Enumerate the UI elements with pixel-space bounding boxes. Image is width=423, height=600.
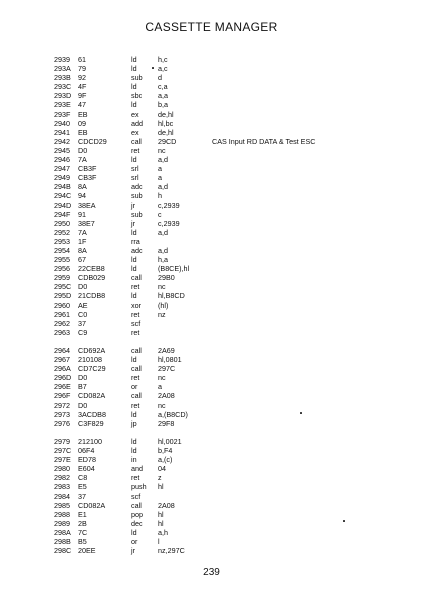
mnemonic-cell: sub [131, 73, 143, 83]
mnemonic-cell: call [131, 364, 142, 374]
operand-cell: 297C [158, 364, 176, 374]
opcode-bytes-cell: B5 [78, 536, 87, 546]
opcode-bytes-cell: 92 [78, 73, 86, 83]
opcode-bytes-cell: 91 [78, 209, 86, 219]
operand-cell: hl,bc [158, 118, 174, 128]
listing-row [0, 82, 423, 91]
operand-cell: a,d [158, 227, 168, 237]
opcode-bytes-cell: CD692A [78, 346, 106, 355]
listing-row [0, 73, 423, 82]
listing-row [0, 228, 423, 237]
address-cell: 2960 [54, 300, 70, 310]
operand-cell: hl,B8CD [158, 291, 185, 301]
listing-row [0, 482, 423, 491]
mnemonic-cell: push [131, 482, 147, 492]
opcode-bytes-cell: 8A [78, 245, 87, 255]
address-cell: 2989 [54, 518, 70, 528]
address-cell: 293B [54, 73, 71, 83]
opcode-bytes-cell: D0 [78, 282, 88, 292]
listing-row [0, 328, 423, 337]
opcode-bytes-cell: B7 [78, 382, 87, 392]
opcode-bytes-cell: 212100 [78, 436, 102, 446]
operand-cell: c [158, 209, 162, 219]
address-cell: 298B [54, 536, 71, 546]
operand-cell: hl [158, 509, 164, 519]
operand-cell: a,a [158, 91, 168, 101]
opcode-bytes-cell: 47 [78, 100, 86, 110]
address-cell: 2946 [54, 155, 70, 165]
opcode-bytes-cell: D0 [78, 373, 88, 383]
address-cell: 293F [54, 109, 71, 119]
operand-cell: a,d [158, 182, 168, 192]
mnemonic-cell: sub [131, 191, 143, 201]
mnemonic-cell: rra [131, 236, 140, 246]
operand-cell: 29B0 [158, 273, 175, 283]
listing-row [0, 273, 423, 282]
operand-cell: de,hl [158, 109, 174, 119]
operand-cell: b,a [158, 100, 168, 110]
page-title: CASSETTE MANAGER [145, 20, 278, 34]
listing-row [0, 355, 423, 364]
listing-row [0, 146, 423, 155]
opcode-bytes-cell: 210108 [78, 355, 102, 365]
opcode-bytes-cell: 7A [78, 155, 87, 165]
opcode-bytes-cell: 7C [78, 527, 88, 537]
mnemonic-cell: ld [131, 55, 137, 64]
opcode-bytes-cell: 2B [78, 518, 87, 528]
mnemonic-cell: add [131, 118, 143, 128]
listing-row [0, 528, 423, 537]
opcode-bytes-cell: 38EA [78, 200, 96, 210]
operand-cell: a,(B8CD) [158, 409, 188, 419]
operand-cell: c,2939 [158, 218, 180, 228]
listing-row [0, 100, 423, 109]
mnemonic-cell: scf [131, 491, 141, 501]
mnemonic-cell: ex [131, 127, 139, 137]
page-number: 239 [203, 567, 220, 578]
address-cell: 2964 [54, 346, 70, 355]
address-cell: 2979 [54, 436, 70, 446]
listing-row [0, 446, 423, 455]
opcode-bytes-cell: 22CEB8 [78, 264, 105, 274]
listing-row [0, 319, 423, 328]
opcode-bytes-cell: CDB029 [78, 273, 106, 283]
listing-row [0, 537, 423, 546]
scan-speck [300, 412, 302, 414]
listing-row [0, 219, 423, 228]
address-cell: 2967 [54, 355, 70, 365]
mnemonic-cell: ld [131, 255, 137, 265]
listing-row [0, 173, 423, 182]
mnemonic-cell: adc [131, 182, 143, 192]
address-cell: 298A [54, 527, 71, 537]
address-cell: 294C [54, 191, 72, 201]
listing-row [0, 64, 423, 73]
address-cell: 294D [54, 200, 72, 210]
operand-cell: 2A69 [158, 346, 175, 355]
listing-row [0, 391, 423, 400]
mnemonic-cell: call [131, 273, 142, 283]
address-cell: 2976 [54, 418, 70, 428]
address-cell: 2985 [54, 500, 70, 510]
opcode-bytes-cell: EB [78, 109, 88, 119]
address-cell: 2956 [54, 264, 70, 274]
address-cell: 2983 [54, 482, 70, 492]
listing-row [0, 501, 423, 510]
opcode-bytes-cell: 06F4 [78, 446, 95, 456]
operand-cell: nc [158, 145, 166, 155]
listing-row [0, 210, 423, 219]
mnemonic-cell: or [131, 536, 138, 546]
listing-row [0, 455, 423, 464]
mnemonic-cell: ld [131, 291, 137, 301]
address-cell: 2942 [54, 136, 70, 146]
address-cell: 2980 [54, 464, 70, 474]
mnemonic-cell: ld [131, 409, 137, 419]
listing-row [0, 546, 423, 555]
listing-row [0, 382, 423, 391]
address-cell: 293E [54, 100, 71, 110]
opcode-bytes-cell: D0 [78, 145, 88, 155]
listing-row [0, 291, 423, 300]
opcode-bytes-cell: 37 [78, 491, 86, 501]
operand-cell: nc [158, 282, 166, 292]
mnemonic-cell: ld [131, 227, 137, 237]
listing-row [0, 255, 423, 264]
operand-cell: c,2939 [158, 200, 180, 210]
address-cell: 2953 [54, 236, 70, 246]
operand-cell: h [158, 191, 162, 201]
mnemonic-cell: jr [131, 200, 135, 210]
mnemonic-cell: ret [131, 282, 140, 292]
operand-cell: 2A08 [158, 500, 175, 510]
address-cell: 2940 [54, 118, 70, 128]
address-cell: 296A [54, 364, 71, 374]
listing-row [0, 55, 423, 64]
opcode-bytes-cell: 9F [78, 91, 87, 101]
mnemonic-cell: ret [131, 309, 140, 319]
mnemonic-cell: and [131, 464, 143, 474]
listing-row [0, 519, 423, 528]
address-cell: 294B [54, 182, 71, 192]
operand-cell: b,F4 [158, 446, 173, 456]
address-cell: 2988 [54, 509, 70, 519]
opcode-bytes-cell: 38E7 [78, 218, 95, 228]
mnemonic-cell: jr [131, 218, 135, 228]
listing-row [0, 301, 423, 310]
operand-cell: (hl) [158, 300, 169, 310]
opcode-bytes-cell: 67 [78, 255, 86, 265]
opcode-bytes-cell: D0 [78, 400, 88, 410]
mnemonic-cell: call [131, 391, 142, 401]
operand-cell: nz [158, 309, 166, 319]
address-cell: 296E [54, 382, 71, 392]
opcode-bytes-cell: C0 [78, 309, 88, 319]
opcode-bytes-cell: E1 [78, 509, 87, 519]
operand-cell: hl [158, 518, 164, 528]
mnemonic-cell: call [131, 500, 142, 510]
listing-row [0, 373, 423, 382]
operand-cell: 2A08 [158, 391, 175, 401]
opcode-bytes-cell: AE [78, 300, 88, 310]
listing-row [0, 155, 423, 164]
listing-row [0, 237, 423, 246]
operand-cell: l [158, 536, 160, 546]
mnemonic-cell: call [131, 346, 142, 355]
mnemonic-cell: xor [131, 300, 141, 310]
opcode-bytes-cell: CD082A [78, 500, 106, 510]
address-cell: 296F [54, 391, 71, 401]
comment-cell: CAS Input RD DATA & Test ESC [212, 136, 316, 146]
address-cell: 2972 [54, 400, 70, 410]
mnemonic-cell: pop [131, 509, 143, 519]
opcode-bytes-cell: 7A [78, 227, 87, 237]
listing-row [0, 364, 423, 373]
mnemonic-cell: ld [131, 264, 137, 274]
opcode-bytes-cell: 21CDB8 [78, 291, 106, 301]
mnemonic-cell: ld [131, 355, 137, 365]
address-cell: 293A [54, 64, 71, 74]
address-cell: 2939 [54, 55, 70, 64]
listing-row [0, 91, 423, 100]
opcode-bytes-cell: 09 [78, 118, 86, 128]
mnemonic-cell: sbc [131, 91, 143, 101]
address-cell: 2961 [54, 309, 70, 319]
opcode-bytes-cell: 94 [78, 191, 86, 201]
opcode-bytes-cell: C3F829 [78, 418, 104, 428]
opcode-bytes-cell: E5 [78, 482, 87, 492]
opcode-bytes-cell: CB3F [78, 164, 97, 174]
mnemonic-cell: ld [131, 100, 137, 110]
operand-cell: a [158, 382, 162, 392]
address-cell: 2947 [54, 164, 70, 174]
mnemonic-cell: srl [131, 173, 139, 183]
operand-cell: nc [158, 373, 166, 383]
opcode-bytes-cell: CD082A [78, 391, 106, 401]
mnemonic-cell: jr [131, 546, 135, 556]
address-cell: 293D [54, 91, 72, 101]
opcode-bytes-cell: 61 [78, 55, 86, 64]
operand-cell: hl,0021 [158, 436, 182, 446]
opcode-bytes-cell: CD7C29 [78, 364, 106, 374]
mnemonic-cell: ld [131, 64, 137, 74]
mnemonic-cell: jp [131, 418, 137, 428]
listing-row [0, 473, 423, 482]
listing-row [0, 310, 423, 319]
listing-row [0, 137, 423, 146]
listing-row [0, 128, 423, 137]
mnemonic-cell: scf [131, 318, 141, 328]
operand-cell: hl,0801 [158, 355, 182, 365]
mnemonic-cell: ret [131, 473, 140, 483]
operand-cell: 29CD [158, 136, 177, 146]
opcode-bytes-cell: C9 [78, 327, 88, 337]
operand-cell: a,(c) [158, 455, 173, 465]
address-cell: 2959 [54, 273, 70, 283]
address-cell: 2962 [54, 318, 70, 328]
operand-cell: a,d [158, 245, 168, 255]
listing-row [0, 510, 423, 519]
opcode-bytes-cell: CB3F [78, 173, 97, 183]
mnemonic-cell: ret [131, 145, 140, 155]
operand-cell: c,a [158, 82, 168, 92]
operand-cell: a,h [158, 527, 168, 537]
address-cell: 297C [54, 446, 72, 456]
operand-cell: d [158, 73, 162, 83]
opcode-bytes-cell: 1F [78, 236, 87, 246]
operand-cell: h,a [158, 255, 168, 265]
opcode-bytes-cell: 4F [78, 82, 87, 92]
mnemonic-cell: adc [131, 245, 143, 255]
listing-row [0, 264, 423, 273]
listing-row [0, 410, 423, 419]
operand-cell: 04 [158, 464, 166, 474]
address-cell: 2963 [54, 327, 70, 337]
opcode-bytes-cell: 8A [78, 182, 87, 192]
address-cell: 2954 [54, 245, 70, 255]
mnemonic-cell: srl [131, 164, 139, 174]
listing-row [0, 282, 423, 291]
opcode-bytes-cell: 20EE [78, 546, 96, 556]
mnemonic-cell: ld [131, 436, 137, 446]
address-cell: 2955 [54, 255, 70, 265]
mnemonic-cell: ret [131, 373, 140, 383]
address-cell: 293C [54, 82, 72, 92]
opcode-bytes-cell: ED78 [78, 455, 96, 465]
mnemonic-cell: ld [131, 446, 137, 456]
mnemonic-cell: ld [131, 82, 137, 92]
address-cell: 2973 [54, 409, 70, 419]
mnemonic-cell: sub [131, 209, 143, 219]
listing-row [0, 437, 423, 446]
opcode-bytes-cell: 3ACDB8 [78, 409, 106, 419]
scan-speck [152, 67, 154, 69]
address-cell: 298C [54, 546, 72, 556]
listing-row [0, 346, 423, 355]
operand-cell: nz,297C [158, 546, 185, 556]
disassembly-listing [0, 55, 423, 555]
listing-row [0, 201, 423, 210]
address-cell: 2941 [54, 127, 70, 137]
mnemonic-cell: ret [131, 327, 140, 337]
operand-cell: (B8CE),hl [158, 264, 190, 274]
mnemonic-cell: call [131, 136, 142, 146]
address-cell: 296D [54, 373, 72, 383]
mnemonic-cell: or [131, 382, 138, 392]
mnemonic-cell: ld [131, 527, 137, 537]
scan-speck [343, 520, 345, 522]
address-cell: 297E [54, 455, 71, 465]
block-gap [0, 337, 423, 346]
mnemonic-cell: ex [131, 109, 139, 119]
mnemonic-cell: dec [131, 518, 143, 528]
address-cell: 2952 [54, 227, 70, 237]
opcode-bytes-cell: C8 [78, 473, 88, 483]
listing-row [0, 119, 423, 128]
listing-row [0, 246, 423, 255]
address-cell: 2945 [54, 145, 70, 155]
address-cell: 295C [54, 282, 72, 292]
operand-cell: a [158, 164, 162, 174]
opcode-bytes-cell: CDCD29 [78, 136, 107, 146]
address-cell: 2984 [54, 491, 70, 501]
opcode-bytes-cell: E604 [78, 464, 95, 474]
address-cell: 294F [54, 209, 71, 219]
operand-cell: a,d [158, 155, 168, 165]
address-cell: 2949 [54, 173, 70, 183]
address-cell: 295D [54, 291, 72, 301]
operand-cell: hl [158, 482, 164, 492]
listing-row [0, 464, 423, 473]
opcode-bytes-cell: 79 [78, 64, 86, 74]
listing-row [0, 110, 423, 119]
opcode-bytes-cell: 37 [78, 318, 86, 328]
operand-cell: 29F8 [158, 418, 175, 428]
listing-row [0, 419, 423, 428]
mnemonic-cell: in [131, 455, 137, 465]
operand-cell: de,hl [158, 127, 174, 137]
address-cell: 2982 [54, 473, 70, 483]
opcode-bytes-cell: EB [78, 127, 88, 137]
listing-row [0, 182, 423, 191]
operand-cell: a,c [158, 64, 168, 74]
operand-cell: z [158, 473, 162, 483]
listing-row [0, 401, 423, 410]
block-gap [0, 428, 423, 437]
mnemonic-cell: ret [131, 400, 140, 410]
listing-row [0, 191, 423, 200]
address-cell: 2950 [54, 218, 70, 228]
listing-row [0, 164, 423, 173]
operand-cell: h,c [158, 55, 168, 64]
listing-row [0, 492, 423, 501]
mnemonic-cell: ld [131, 155, 137, 165]
operand-cell: nc [158, 400, 166, 410]
operand-cell: a [158, 173, 162, 183]
